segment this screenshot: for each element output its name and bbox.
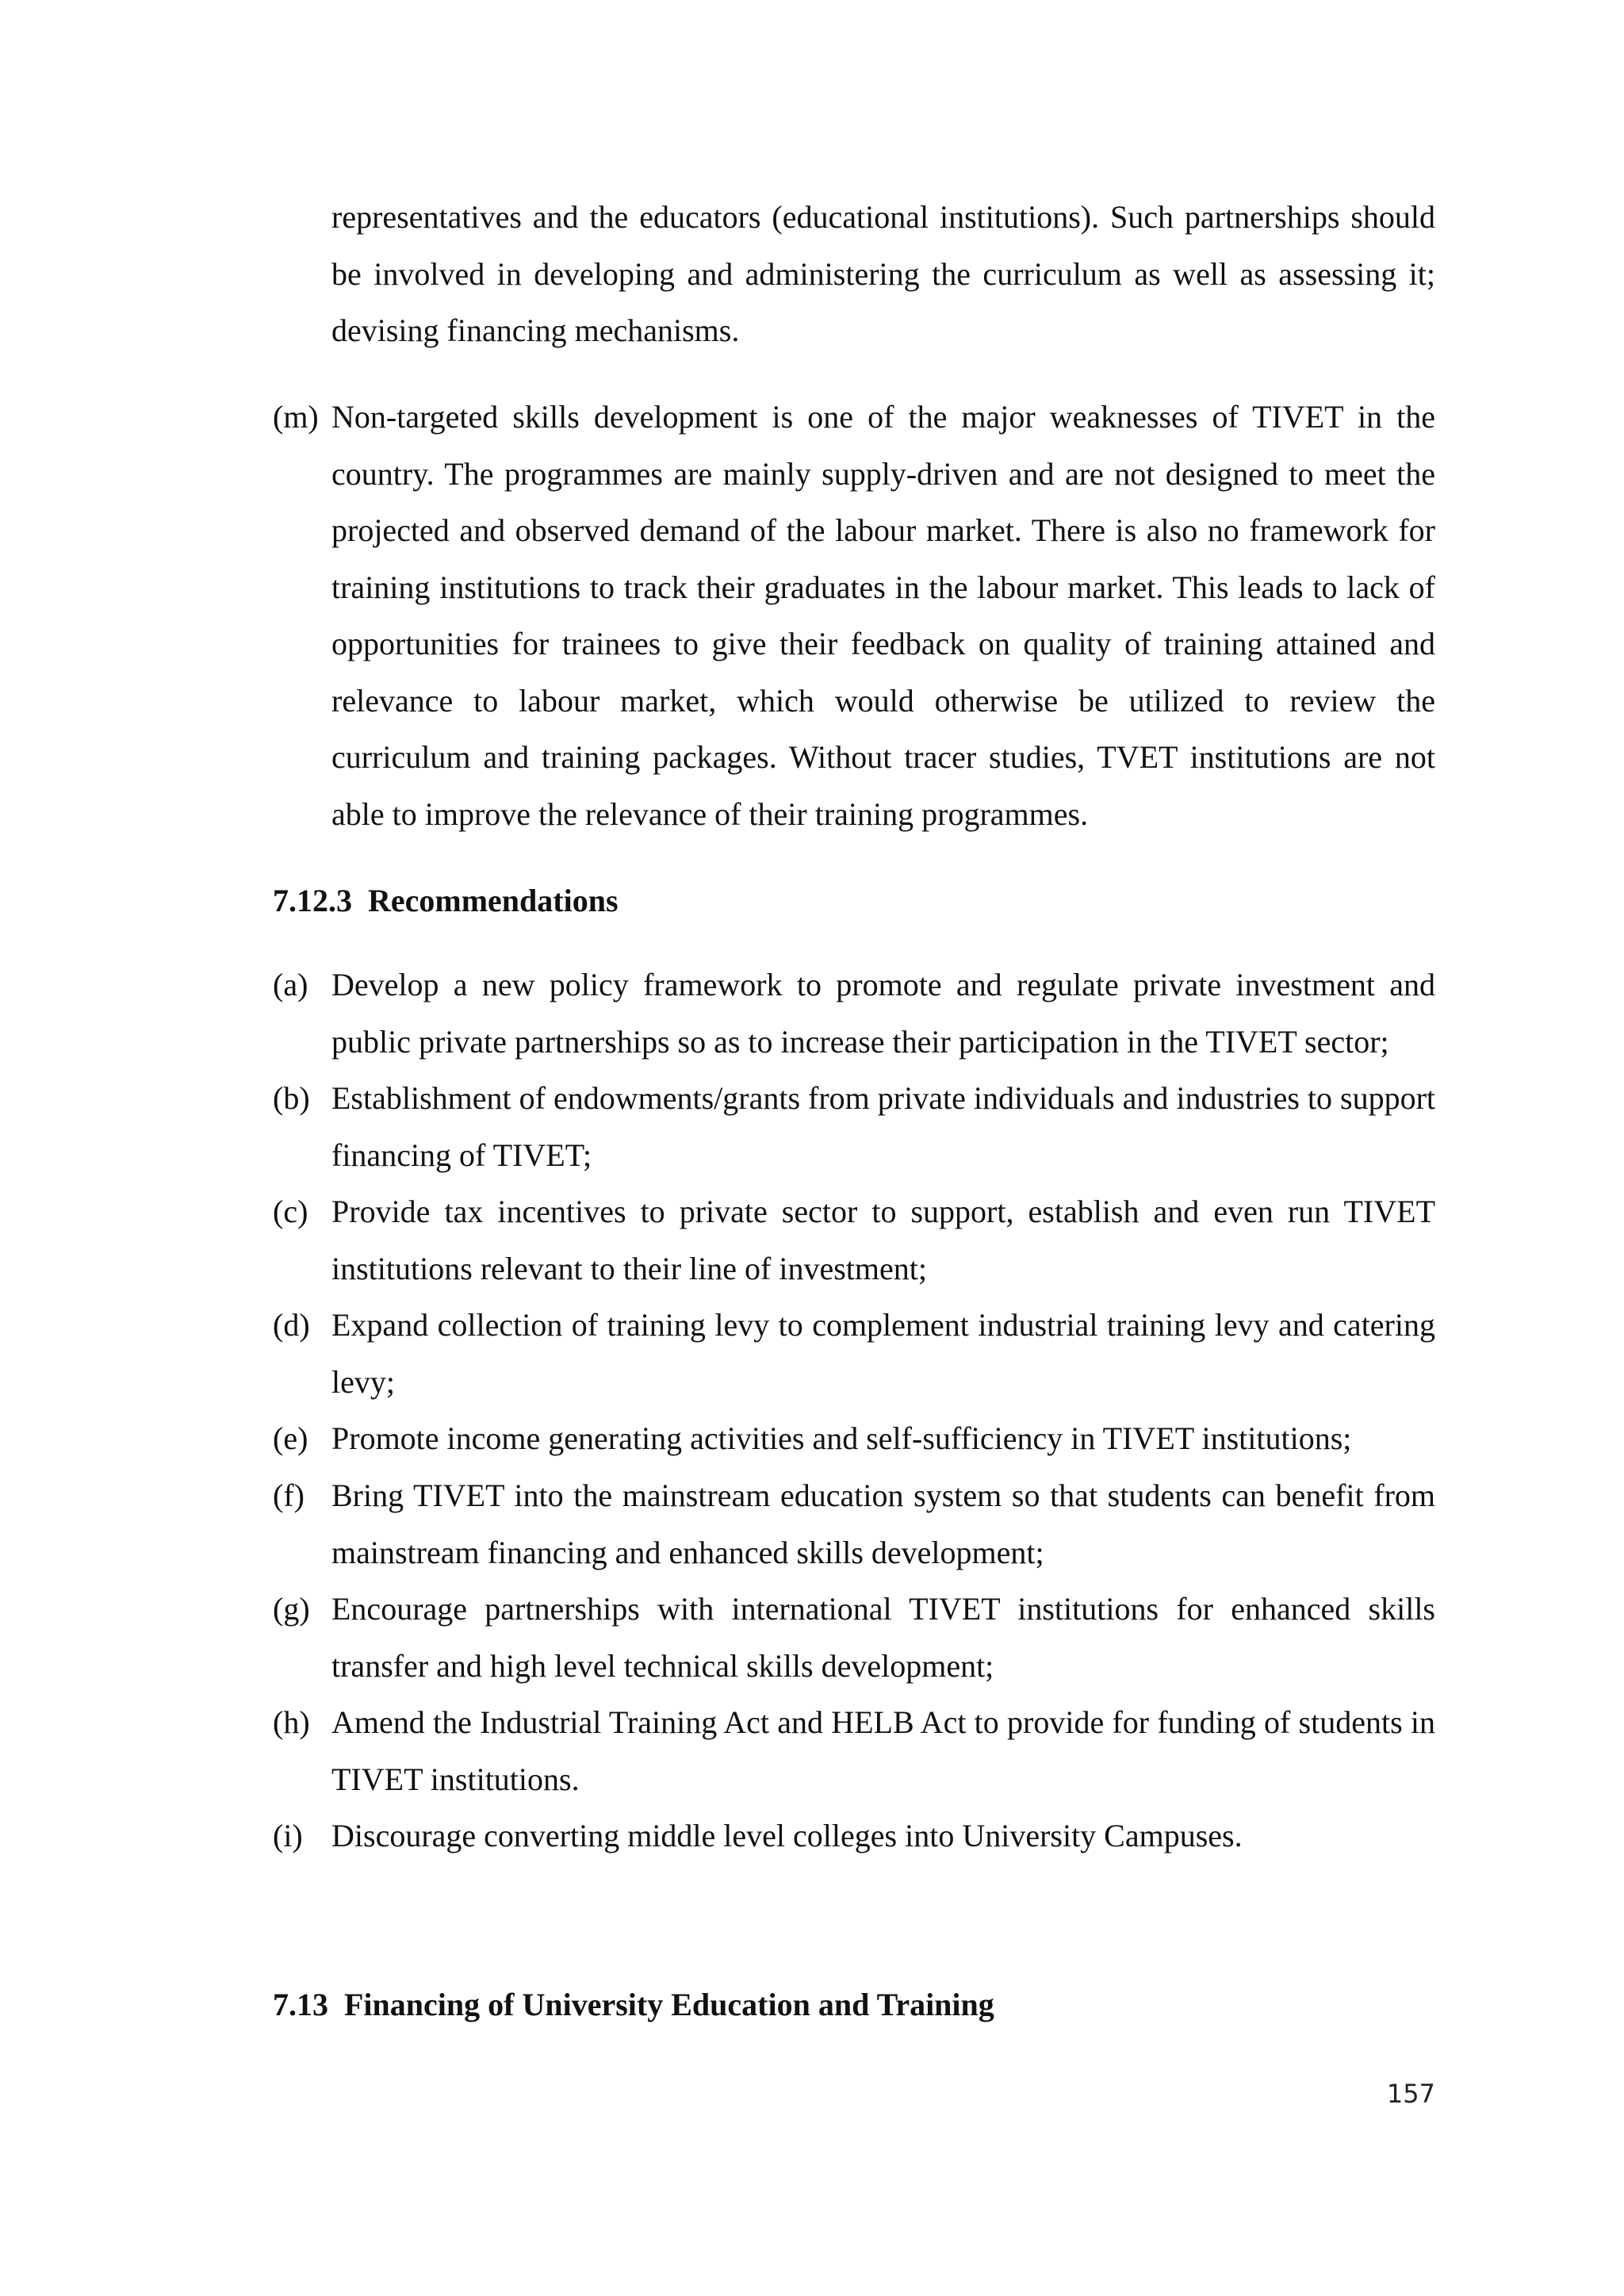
recommendation-item-c — [273, 1183, 1435, 1297]
recommendation-item-h — [273, 1694, 1435, 1807]
recommendation-item-d — [273, 1297, 1435, 1410]
recommendation-item-a — [273, 956, 1435, 1070]
recommendation-item-f — [273, 1467, 1435, 1581]
list-item-text: Develop a new policy framework to promote and regulate private investment and public private partnerships so as to increase their participation in the TIVET sector; — [331, 967, 1435, 1060]
list-item-text: Amend the Industrial Training Act and HELB Act to provide for funding of students in TIVET institutions. — [331, 1704, 1435, 1797]
list-item-label: (h) — [273, 1704, 310, 1740]
list-item-label: (a) — [273, 967, 308, 1002]
list-item-text: Expand collection of training levy to complement industrial training levy and catering levy; — [331, 1307, 1435, 1400]
list-item-label: (i) — [273, 1818, 303, 1853]
recommendation-item-e — [273, 1410, 1435, 1467]
list-item-label: (e) — [273, 1420, 308, 1456]
list-item-text: Provide tax incentives to private sector to support, establish and even run TIVET institutions relevant to their line of investment; — [331, 1194, 1435, 1286]
section-heading-7-13: 7.13 Financing of University Education and Training — [273, 1987, 994, 2022]
list-item-m — [273, 389, 1435, 842]
recommendation-item-i — [273, 1807, 1435, 1865]
list-item-text: Discourage converting middle level colleges into University Campuses. — [331, 1818, 1243, 1853]
list-item-text: Non-targeted skills development is one of the major weaknesses of TIVET in the country. The programmes are mainly supply-driven and are not designed to meet the projected and observed demand of the labour market. There is also no framework for training institutions to track their graduates in the labour market. This leads to lack of opportunities for trainees to give their feedback on quality of training attained and relevance to labour market, which would otherwise be utilized to review the curriculum and training packages. Without tracer studies, TVET institutions are not able to improve the relevance of their training programmes. — [331, 399, 1435, 832]
list-item-label: (b) — [273, 1080, 310, 1116]
list-item-label: (d) — [273, 1307, 310, 1343]
list-item-text: Promote income generating activities and self-sufficiency in TIVET institutions; — [331, 1420, 1352, 1456]
list-item-label: (c) — [273, 1194, 308, 1229]
list-item-label: (g) — [273, 1591, 310, 1627]
list-item-label: (f) — [273, 1478, 304, 1513]
continuation-paragraph: representatives and the educators (educational institutions). Such partnerships should be involved in developing and administering the curriculum as well as assessing it; devising financing mechanisms. — [331, 199, 1435, 348]
list-item-label: (m) — [273, 399, 319, 435]
list-item-text: Encourage partnerships with international TIVET institutions for enhanced skills transfer and high level technical skills development; — [331, 1591, 1435, 1684]
page-number: 157 — [1386, 2079, 1435, 2109]
list-item-text: Establishment of endowments/grants from private individuals and industries to support financing of TIVET; — [331, 1080, 1436, 1173]
section-heading-7-12-3: 7.12.3 Recommendations — [273, 883, 619, 918]
recommendation-item-g — [273, 1581, 1435, 1694]
list-item-text: Bring TIVET into the mainstream education system so that students can benefit from mainstream financing and enhanced skills development; — [331, 1478, 1435, 1570]
recommendation-item-b — [273, 1070, 1435, 1183]
